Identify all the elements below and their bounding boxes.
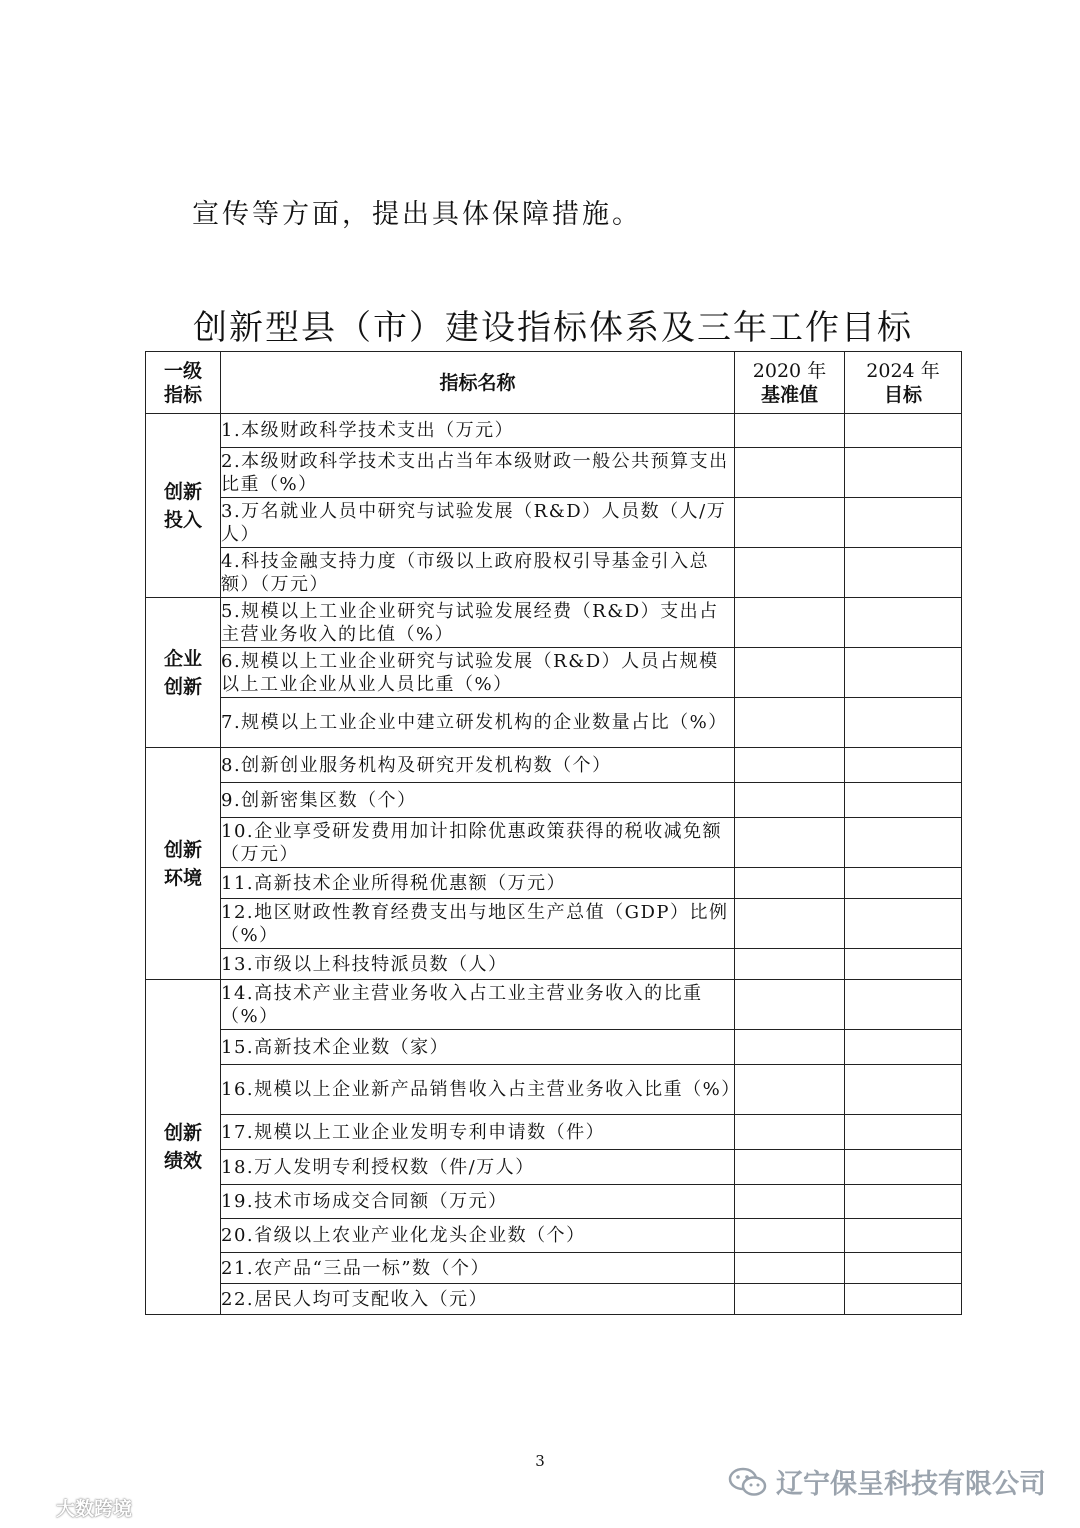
table-row xyxy=(146,1219,962,1253)
baseline-value-cell xyxy=(735,748,845,783)
baseline-value-cell xyxy=(735,1030,845,1065)
header-baseline-line2: 基准值 xyxy=(760,383,818,406)
indicator-name-cell: 13.市级以上科技特派员数（人） xyxy=(221,949,735,980)
indicator-name-cell: 3.万名就业人员中研究与试验发展（R&D）人员数（人/万人） xyxy=(221,498,735,548)
page-number: 3 xyxy=(535,1452,545,1470)
target-value-cell xyxy=(845,1030,962,1065)
table-row xyxy=(146,980,962,1030)
table-title: 创新型县（市）建设指标体系及三年工作目标 xyxy=(193,308,913,348)
indicator-name-cell: 6.规模以上工业企业研究与试验发展（R&D）人员占规模以上工业企业从业人员比重（%） xyxy=(221,648,735,698)
table-row xyxy=(146,949,962,980)
header-category-line1: 一级 xyxy=(163,359,202,382)
header-target-line2: 目标 xyxy=(883,383,922,406)
header-target-line1: 2024 年 xyxy=(866,359,940,382)
baseline-value-cell xyxy=(735,899,845,949)
indicator-name-cell: 5.规模以上工业企业研究与试验发展经费（R&D）支出占主营业务收入的比值（%） xyxy=(221,598,735,648)
baseline-value-cell xyxy=(735,1253,845,1284)
category-cell xyxy=(146,598,221,748)
table-row xyxy=(146,1253,962,1284)
indicator-name-cell: 18.万人发明专利授权数（件/万人） xyxy=(221,1150,735,1185)
category-line1: 企业 xyxy=(163,647,202,670)
baseline-value-cell xyxy=(735,1219,845,1253)
wechat-icon xyxy=(728,1466,768,1498)
target-value-cell xyxy=(845,980,962,1030)
indicator-name-cell: 20.省级以上农业产业化龙头企业数（个） xyxy=(221,1219,735,1253)
indicator-name-cell: 21.农产品“三品一标”数（个） xyxy=(221,1253,735,1284)
indicator-name-cell: 1.本级财政科学技术支出（万元） xyxy=(221,414,735,448)
baseline-value-cell xyxy=(735,1284,845,1315)
table-row xyxy=(146,1115,962,1150)
target-value-cell xyxy=(845,1219,962,1253)
indicator-name-cell: 2.本级财政科学技术支出占当年本级财政一般公共预算支出比重（%） xyxy=(221,448,735,498)
baseline-value-cell xyxy=(735,1065,845,1115)
table-row xyxy=(146,868,962,899)
baseline-value-cell xyxy=(735,783,845,818)
target-value-cell xyxy=(845,698,962,748)
category-line1: 创新 xyxy=(163,480,202,503)
baseline-value-cell xyxy=(735,448,845,498)
baseline-value-cell xyxy=(735,598,845,648)
baseline-value-cell xyxy=(735,818,845,868)
table-row xyxy=(146,818,962,868)
table-row xyxy=(146,598,962,648)
baseline-value-cell xyxy=(735,949,845,980)
table-row xyxy=(146,1030,962,1065)
baseline-value-cell xyxy=(735,868,845,899)
category-line2: 创新 xyxy=(163,675,202,698)
indicator-name-cell: 15.高新技术企业数（家） xyxy=(221,1030,735,1065)
indicator-table xyxy=(145,351,962,1315)
indicator-name-cell: 9.创新密集区数（个） xyxy=(221,783,735,818)
indicator-name-cell: 8.创新创业服务机构及研究开发机构数（个） xyxy=(221,748,735,783)
table-row xyxy=(146,498,962,548)
target-value-cell xyxy=(845,1284,962,1315)
baseline-value-cell xyxy=(735,548,845,598)
baseline-value-cell xyxy=(735,648,845,698)
table-row xyxy=(146,1150,962,1185)
indicator-name-cell: 10.企业享受研发费用加计扣除优惠政策获得的税收减免额（万元） xyxy=(221,818,735,868)
baseline-value-cell xyxy=(735,1150,845,1185)
category-cell xyxy=(146,748,221,980)
table-row xyxy=(146,1065,962,1115)
header-category-line2: 指标 xyxy=(163,383,202,406)
header-indicator-name: 指标名称 xyxy=(221,352,735,414)
target-value-cell xyxy=(845,1253,962,1284)
indicator-name-cell: 17.规模以上工业企业发明专利申请数（件） xyxy=(221,1115,735,1150)
target-value-cell xyxy=(845,1115,962,1150)
target-value-cell xyxy=(845,448,962,498)
category-line1: 创新 xyxy=(163,1122,202,1144)
indicator-name-cell: 16.规模以上企业新产品销售收入占主营业务收入比重（%） xyxy=(221,1065,735,1115)
category-line2: 绩效 xyxy=(163,1150,202,1172)
target-value-cell xyxy=(845,899,962,949)
baseline-value-cell xyxy=(735,698,845,748)
table-row xyxy=(146,899,962,949)
category-cell xyxy=(146,414,221,598)
indicator-name-cell: 11.高新技术企业所得税优惠额（万元） xyxy=(221,868,735,899)
header-baseline xyxy=(735,352,845,414)
indicator-name-cell: 7.规模以上工业企业中建立研发机构的企业数量占比（%） xyxy=(221,698,735,748)
target-value-cell xyxy=(845,868,962,899)
target-value-cell xyxy=(845,498,962,548)
category-cell xyxy=(146,980,221,1315)
target-value-cell xyxy=(845,1185,962,1219)
target-value-cell xyxy=(845,1150,962,1185)
table-row xyxy=(146,748,962,783)
baseline-value-cell xyxy=(735,414,845,448)
target-value-cell xyxy=(845,783,962,818)
header-baseline-line1: 2020 年 xyxy=(752,359,827,382)
indicator-name-cell: 14.高技术产业主营业务收入占工业主营业务收入的比重（%） xyxy=(221,980,735,1030)
table-row xyxy=(146,1284,962,1315)
indicator-name-cell: 22.居民人均可支配收入（元） xyxy=(221,1284,735,1315)
target-value-cell xyxy=(845,598,962,648)
indicator-name-cell: 12.地区财政性教育经费支出与地区生产总值（GDP）比例（%） xyxy=(221,899,735,949)
indicator-name-cell: 4.科技金融支持力度（市级以上政府股权引导基金引入总额）（万元） xyxy=(221,548,735,598)
table-row xyxy=(146,783,962,818)
target-value-cell xyxy=(845,748,962,783)
category-line2: 投入 xyxy=(163,508,202,531)
table-header-row xyxy=(146,352,962,414)
table-row xyxy=(146,648,962,698)
target-value-cell xyxy=(845,949,962,980)
intro-paragraph: 宣传等方面，提出具体保障措施。 xyxy=(192,199,642,230)
watermark-source-text: 大数跨境 xyxy=(56,1498,133,1520)
baseline-value-cell xyxy=(735,1115,845,1150)
indicator-name-cell: 19.技术市场成交合同额（万元） xyxy=(221,1185,735,1219)
baseline-value-cell xyxy=(735,498,845,548)
table-row xyxy=(146,414,962,448)
target-value-cell xyxy=(845,1065,962,1115)
table-row xyxy=(146,448,962,498)
category-line2: 环境 xyxy=(163,866,202,889)
table-row xyxy=(146,698,962,748)
target-value-cell xyxy=(845,414,962,448)
weibo-icon xyxy=(6,1497,50,1519)
category-line1: 创新 xyxy=(163,838,202,861)
target-value-cell xyxy=(845,548,962,598)
target-value-cell xyxy=(845,648,962,698)
watermark-source xyxy=(6,1494,132,1521)
baseline-value-cell xyxy=(735,980,845,1030)
header-category xyxy=(146,352,221,414)
watermark-company xyxy=(728,1462,1046,1501)
baseline-value-cell xyxy=(735,1185,845,1219)
header-target xyxy=(845,352,962,414)
target-value-cell xyxy=(845,818,962,868)
table-row xyxy=(146,1185,962,1219)
watermark-company-text: 辽宁保呈科技有限公司 xyxy=(776,1469,1046,1500)
table-row xyxy=(146,548,962,598)
